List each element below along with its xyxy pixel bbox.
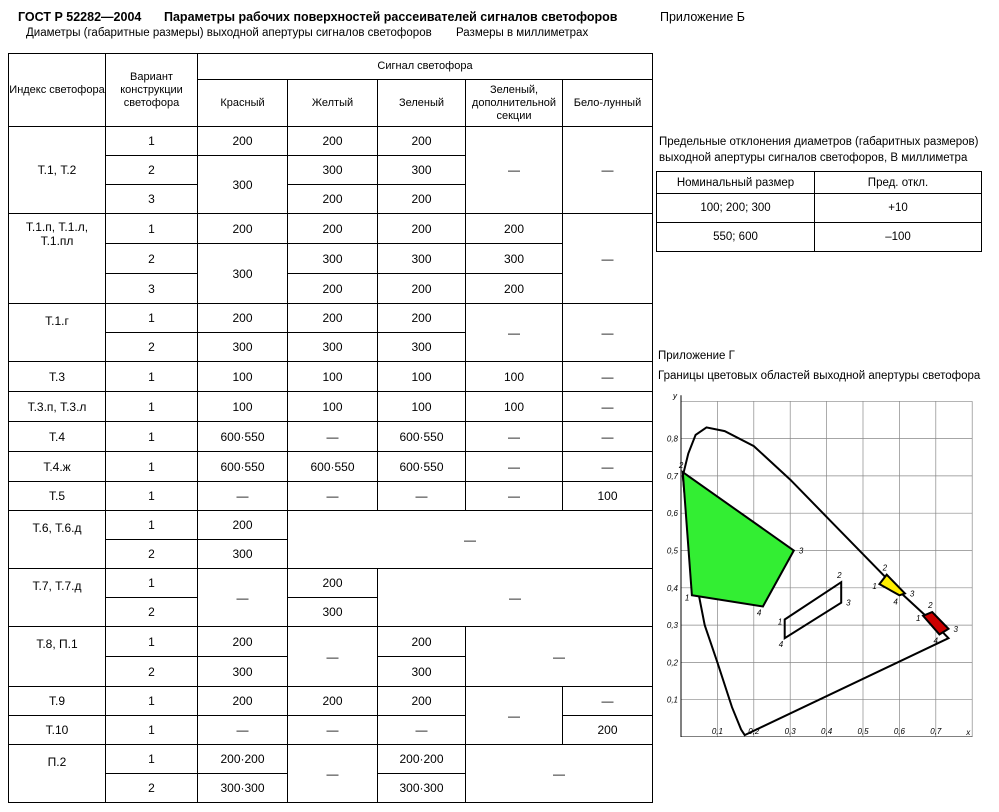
tolerance-title [659, 134, 979, 166]
cell: 1 [106, 452, 198, 482]
cell: 300 [198, 156, 288, 214]
region-red-vertex-label: 4 [933, 636, 938, 646]
cell: — [466, 452, 563, 482]
row-index: Т.1.п, Т.1.л, Т.1.пл [9, 214, 106, 304]
cell: 200·200 [378, 745, 466, 774]
cell: 300 [378, 156, 466, 185]
cell: — [378, 716, 466, 745]
cell: — [288, 716, 378, 745]
cell: 2 [106, 774, 198, 803]
region-yellow-vertex-label: 3 [909, 589, 915, 599]
region-red-vertex-label: 3 [953, 624, 958, 634]
tol-cell: 550; 600 [657, 223, 815, 252]
appendix-b-label: Приложение Б [660, 10, 745, 24]
y-tick-label: 0,3 [666, 621, 678, 631]
cell: 3 [106, 185, 198, 214]
cell: 200 [198, 687, 288, 716]
row-index: Т.6, Т.6.д [9, 511, 106, 569]
cell: 200 [378, 304, 466, 333]
cell: 2 [106, 333, 198, 362]
cell: — [563, 392, 653, 422]
cell: — [563, 362, 653, 392]
appendix-g-label: Приложение Г [658, 350, 735, 362]
cell: — [466, 687, 563, 745]
cell: — [563, 422, 653, 452]
cell: 100 [563, 482, 653, 511]
x-tick-label: 0,7 [930, 727, 942, 736]
cell: 200 [378, 214, 466, 244]
region-white [785, 582, 842, 638]
header-signal: Сигнал светофора [198, 54, 653, 80]
cell: 100 [378, 392, 466, 422]
cell: — [563, 304, 653, 362]
cell: 300 [198, 244, 288, 304]
cell: — [466, 304, 563, 362]
region-white-vertex-label: 4 [778, 640, 784, 650]
cell: 1 [106, 482, 198, 511]
cell: 600·550 [378, 422, 466, 452]
y-tick-label: 0,5 [666, 546, 678, 556]
y-tick-label: 0,7 [666, 471, 678, 481]
cell: — [563, 214, 653, 304]
row-index: Т.4 [9, 422, 106, 452]
tolerance-title-line2: выходной апертуры сигналов светофоров, В миллиметра [659, 152, 968, 164]
cell: 300 [378, 333, 466, 362]
cell: 1 [106, 716, 198, 745]
cell: 300 [198, 540, 288, 569]
cell: 200 [288, 569, 378, 598]
cell: — [378, 569, 653, 627]
table-caption: Диаметры (габаритные размеры) выходной апертуры сигналов светофоров [26, 27, 432, 39]
cell: 100 [198, 362, 288, 392]
cell: 200 [198, 127, 288, 156]
x-tick-label: 0,5 [857, 727, 869, 736]
cell: 200 [378, 627, 466, 657]
cell: 1 [106, 362, 198, 392]
cell: 300 [198, 657, 288, 687]
y-axis-label: y [673, 392, 677, 401]
chart-title: Границы цветовых областей выходной апертуры светофора [658, 370, 981, 382]
region-green-vertex-label: 4 [756, 608, 762, 618]
tol-header-tol: Пред. откл. [815, 172, 982, 194]
cell: — [466, 422, 563, 452]
cell: — [288, 511, 653, 569]
region-yellow [879, 575, 905, 596]
cell: 200 [378, 274, 466, 304]
x-tick-label: 0,4 [821, 727, 833, 736]
cell: — [466, 482, 563, 511]
cell: 3 [106, 274, 198, 304]
cell: 1 [106, 627, 198, 657]
cell: 600·550 [378, 452, 466, 482]
cell: 1 [106, 214, 198, 244]
region-yellow-vertex-label: 2 [882, 563, 888, 573]
chromaticity-diagram [650, 392, 995, 737]
cell: — [198, 716, 288, 745]
cell: 1 [106, 687, 198, 716]
cell: 1 [106, 511, 198, 540]
cell: — [288, 482, 378, 511]
row-index: Т.3 [9, 362, 106, 392]
cell: 2 [106, 598, 198, 627]
tol-cell: +10 [815, 194, 982, 223]
cell: — [198, 482, 288, 511]
row-index: Т.5 [9, 482, 106, 511]
x-axis-label: x [966, 728, 971, 737]
cell: 200 [198, 214, 288, 244]
row-index: Т.1.г [9, 304, 106, 362]
tol-header-nominal: Номинальный размер [657, 172, 815, 194]
cell: 200 [288, 304, 378, 333]
cell: 2 [106, 657, 198, 687]
cell: — [198, 569, 288, 627]
units-note: Размеры в миллиметрах [456, 27, 589, 39]
cell: 2 [106, 244, 198, 274]
y-tick-label: 0,1 [666, 695, 678, 705]
cell: 600·550 [288, 452, 378, 482]
cell: 200·200 [198, 745, 288, 774]
row-index: Т.4.ж [9, 452, 106, 482]
region-red-vertex-label: 2 [928, 601, 933, 611]
cell: 200 [378, 687, 466, 716]
cell: — [378, 482, 466, 511]
cell: 200 [288, 127, 378, 156]
cell: — [288, 745, 378, 803]
tolerance-title-line1: Предельные отклонения диаметров (габаритных размеров) [659, 136, 979, 148]
x-tick-label: 0,1 [711, 727, 723, 736]
cell: 200 [466, 274, 563, 304]
row-index: Т.8, П.1 [9, 627, 106, 687]
cell: 2 [106, 156, 198, 185]
cell: 300 [288, 598, 378, 627]
cell: 1 [106, 304, 198, 333]
tol-cell: 100; 200; 300 [657, 194, 815, 223]
y-tick-label: 0,4 [666, 583, 678, 593]
cell: — [466, 627, 653, 687]
x-tick-label: 0,6 [893, 727, 905, 736]
row-index: Т.10 [9, 716, 106, 745]
tolerance-table [656, 171, 982, 252]
cell: 300 [288, 244, 378, 274]
region-green [683, 472, 794, 606]
cell: 200 [288, 214, 378, 244]
header-red: Красный [198, 80, 288, 127]
region-green-vertex-label: 1 [684, 593, 690, 603]
region-green-vertex-label: 2 [678, 461, 684, 471]
cell: 300 [466, 244, 563, 274]
region-red [923, 612, 948, 634]
cell: 300·300 [378, 774, 466, 803]
cell: 200 [563, 716, 653, 745]
cell: 200 [198, 511, 288, 540]
y-tick-label: 0,8 [666, 434, 678, 444]
region-yellow-vertex-label: 1 [872, 582, 877, 592]
cell: — [563, 127, 653, 214]
page-title: Параметры рабочих поверхностей рассеивателей сигналов светофоров [164, 10, 618, 24]
row-index: Т.7, Т.7.д [9, 569, 106, 627]
cell: 300 [378, 657, 466, 687]
cell: 100 [466, 392, 563, 422]
cell: 100 [288, 392, 378, 422]
row-index: П.2 [9, 745, 106, 803]
gost-number: ГОСТ Р 52282—2004 [18, 10, 142, 24]
region-white-vertex-label: 1 [777, 617, 783, 627]
row-index: Т.1, Т.2 [9, 127, 106, 214]
cell: 200 [288, 687, 378, 716]
cell: 1 [106, 569, 198, 598]
cell: — [466, 745, 653, 803]
cell: 300 [378, 244, 466, 274]
cell: 1 [106, 392, 198, 422]
cell: 200 [378, 127, 466, 156]
cell: 600·550 [198, 452, 288, 482]
y-tick-label: 0,6 [666, 509, 678, 519]
y-tick-label: 0,2 [666, 658, 678, 668]
region-red-vertex-label: 1 [916, 613, 921, 623]
cell: 2 [106, 540, 198, 569]
row-index: Т.9 [9, 687, 106, 716]
color-regions [678, 461, 959, 649]
cell: 100 [466, 362, 563, 392]
cell: — [563, 687, 653, 716]
header-green-extra: Зеленый, дополнительной секции [466, 80, 563, 127]
header-index: Индекс светофора [9, 54, 106, 127]
cell: — [563, 452, 653, 482]
row-index: Т.3.п, Т.3.л [9, 392, 106, 422]
x-tick-label: 0,3 [784, 727, 796, 736]
cell: 200 [378, 185, 466, 214]
cell: 100 [378, 362, 466, 392]
cell: 300 [198, 333, 288, 362]
region-yellow-vertex-label: 4 [893, 597, 898, 607]
cell: 200 [288, 274, 378, 304]
region-white-vertex-label: 3 [846, 598, 851, 608]
cell: 600·550 [198, 422, 288, 452]
cell: — [288, 422, 378, 452]
cell: 300 [288, 156, 378, 185]
cell: 200 [288, 185, 378, 214]
tol-cell: –100 [815, 223, 982, 252]
cell: 300 [288, 333, 378, 362]
header-variant: Вариант конструкции светофора [106, 54, 198, 127]
cell: 100 [288, 362, 378, 392]
header-yellow: Желтый [288, 80, 378, 127]
cell: 1 [106, 745, 198, 774]
cell: — [466, 127, 563, 214]
cell: 200 [198, 627, 288, 657]
cell: 300·300 [198, 774, 288, 803]
header-green: Зеленый [378, 80, 466, 127]
aperture-diameter-table [8, 53, 653, 803]
cell: 100 [198, 392, 288, 422]
cell: — [288, 627, 378, 687]
region-green-vertex-label: 3 [798, 546, 804, 556]
header-white: Бело-лунный [563, 80, 653, 127]
region-white-vertex-label: 2 [837, 571, 842, 581]
cell: 1 [106, 127, 198, 156]
cell: 200 [466, 214, 563, 244]
x-tick-label: 0,2 [748, 727, 760, 736]
cell: 200 [198, 304, 288, 333]
cell: 1 [106, 422, 198, 452]
